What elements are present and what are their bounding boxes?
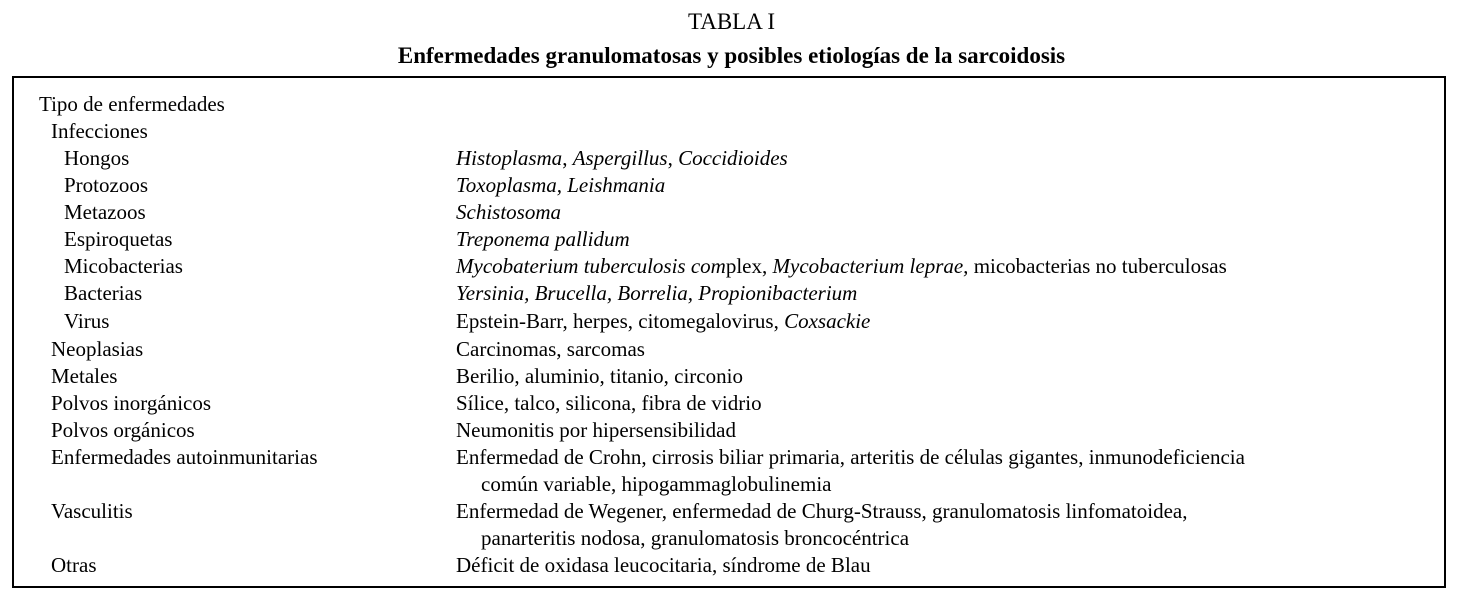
etiology-text: , bbox=[667, 146, 679, 170]
etiology-text: Histoplasma bbox=[456, 146, 563, 170]
category-cell: Polvos inorgánicos bbox=[51, 391, 212, 415]
etiology-cell bbox=[456, 417, 736, 444]
category-cell: Otras bbox=[51, 553, 97, 577]
etiology-text: Enfermedad de Wegener, enfermedad de Churg-Strauss, granulomatosis linfomatoidea, bbox=[456, 499, 1188, 523]
etiology-text: Treponema pallidum bbox=[456, 227, 630, 251]
category-cell: Vasculitis bbox=[51, 499, 133, 523]
etiology-text: Déficit de oxidasa leucocitaria, síndrome de Blau bbox=[456, 553, 871, 577]
etiology-text: Coccidioides bbox=[678, 146, 788, 170]
etiology-text: , bbox=[562, 146, 573, 170]
table-title: Enfermedades granulomatosas y posibles etiologías de la sarcoidosis bbox=[397, 43, 1066, 68]
etiology-text: Aspergillus bbox=[572, 146, 668, 170]
etiology-cell bbox=[456, 552, 871, 579]
category-cell: Metales bbox=[51, 364, 118, 388]
etiology-cell bbox=[456, 172, 665, 199]
etiology-text: micobacterias no tuberculosas bbox=[968, 254, 1227, 278]
table-header: Tipo de enfermedades bbox=[39, 92, 225, 116]
etiology-text: plex, bbox=[725, 254, 773, 278]
category-cell: Neoplasias bbox=[51, 337, 144, 361]
category-cell: Infecciones bbox=[51, 119, 148, 143]
category-cell: Espiroquetas bbox=[64, 227, 173, 251]
etiology-continuation: común variable, hipogammaglobulinemia bbox=[481, 472, 832, 496]
etiology-cell bbox=[456, 363, 743, 390]
category-cell: Enfermedades autoinmunitarias bbox=[51, 445, 318, 469]
etiology-cell bbox=[456, 226, 630, 253]
category-cell: Virus bbox=[64, 309, 110, 333]
etiology-continuation: panarteritis nodosa, granulomatosis broncocéntrica bbox=[481, 526, 910, 550]
table-label: TABLA I bbox=[688, 9, 775, 34]
etiology-text: Berilio, aluminio, titanio, circonio bbox=[456, 364, 743, 388]
etiology-text: Neumonitis por hipersensibilidad bbox=[456, 418, 736, 442]
etiology-text: Mycobacterium leprae, bbox=[772, 254, 969, 278]
etiology-cell bbox=[456, 390, 762, 417]
etiology-cell bbox=[456, 253, 1227, 280]
etiology-cell bbox=[456, 145, 788, 172]
etiology-cell bbox=[456, 308, 870, 335]
etiology-cell bbox=[456, 444, 1245, 471]
etiology-cell bbox=[456, 336, 645, 363]
etiology-cell bbox=[456, 280, 857, 307]
etiology-text: Sílice, talco, silicona, fibra de vidrio bbox=[456, 391, 762, 415]
etiology-text: Toxoplasma, Leishmania bbox=[456, 173, 666, 197]
table-box bbox=[12, 76, 1446, 588]
etiology-text: Schistosoma bbox=[456, 200, 561, 224]
etiology-text: Yersinia, Brucella, Borrelia, Propionibacterium bbox=[456, 281, 858, 305]
category-cell: Protozoos bbox=[64, 173, 148, 197]
etiology-cell bbox=[456, 199, 561, 226]
etiology-text: Epstein-Barr, herpes, citomegalovirus, bbox=[456, 309, 785, 333]
category-cell: Micobacterias bbox=[64, 254, 183, 278]
category-cell: Hongos bbox=[64, 146, 130, 170]
etiology-text: Mycobaterium tuberculosis com bbox=[456, 254, 726, 278]
category-cell: Polvos orgánicos bbox=[51, 418, 195, 442]
etiology-text: Carcinomas, sarcomas bbox=[456, 337, 645, 361]
etiology-cell bbox=[456, 498, 1187, 525]
etiology-text: Coxsackie bbox=[784, 309, 871, 333]
etiology-text: Enfermedad de Crohn, cirrosis biliar primaria, arteritis de células gigantes, inmunodeficiencia bbox=[456, 445, 1245, 469]
category-cell: Metazoos bbox=[64, 200, 146, 224]
category-cell: Bacterias bbox=[64, 281, 143, 305]
